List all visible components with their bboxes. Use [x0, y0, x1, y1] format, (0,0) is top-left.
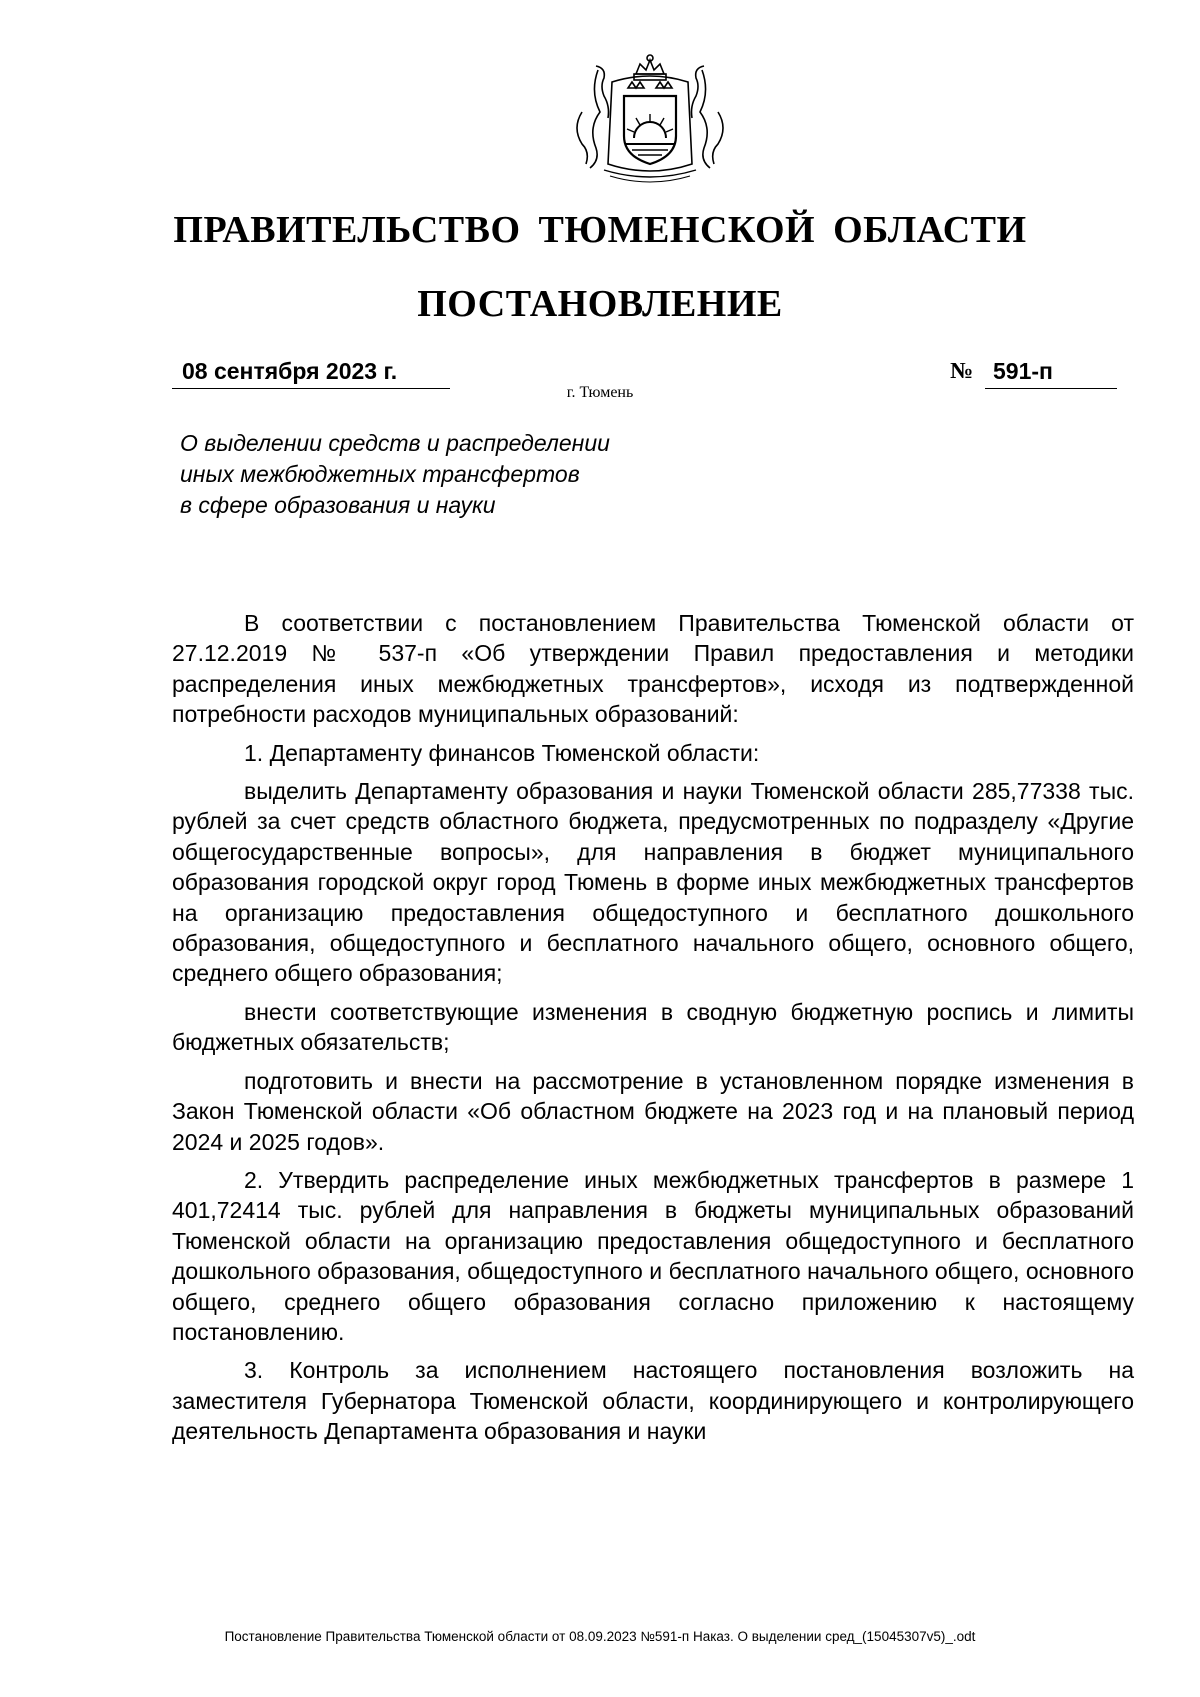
- paragraph-item-1-prepare-law: подготовить и внести на рассмотрение в установленном порядке изменения в Закон Тюменской области «Об областном бюджете на 2023 год и на плановый период 2024 и 2025 годов».: [172, 1067, 1134, 1155]
- paragraph-item-3: 3. Контроль за исполнением настоящего постановления возложить на заместителя Губернатора Тюменской области, координирующего и контролирующего деятельность Департамента образования и науки: [172, 1357, 1134, 1445]
- document-body: [172, 608, 1134, 1455]
- paragraph-item-1-allocate: выделить Департаменту образования и науки Тюменской области 285,77338 тыс. рублей за счет средств областного бюджета, предусмотренных по подразделу «Другие общегосударственные вопросы», для направления в бюджет муниципального образования городской округ город Тюмень в форме иных межбюджетных трансфертов на организацию предоставления общедоступного и бесплатного дошкольного образования, общедоступного и бесплатного начального общего, основного общего, среднего общего образования;: [172, 778, 1134, 987]
- document-date: 08 сентября 2023 г.: [182, 358, 398, 384]
- document-subject: [180, 428, 700, 521]
- paragraph-item-1: 1. Департаменту финансов Тюменской области:: [244, 739, 760, 766]
- city-label: г. Тюмень: [566, 384, 634, 401]
- number-sign: №: [950, 358, 974, 383]
- paragraph-item-2: 2. Утвердить распределение иных межбюджетных трансфертов в размере 1 401,72414 тыс. рублей для направления в бюджеты муниципальных образований Тюменской области на организацию предоставления общедоступного и бесплатного дошкольного образования, общедоступного и бесплатного начального общего, основного общего, среднего общего образования согласно приложению к настоящему постановлению.: [172, 1166, 1134, 1345]
- paragraph-item-1-amend-budget: внести соответствующие изменения в сводную бюджетную роспись и лимиты бюджетных обязательств;: [172, 998, 1134, 1056]
- subject-line: в сфере образования и науки: [180, 492, 496, 518]
- coat-of-arms-icon: [560, 52, 740, 184]
- paragraph-preamble: В соответствии с постановлением Правительства Тюменской области от 27.12.2019 № 537-п «Об утверждении Правил предоставления и методики распределения иных межбюджетных трансфертов», исходя из подтвержденной потребности расходов муниципальных образований:: [172, 610, 1134, 728]
- organization-title: ПРАВИТЕЛЬСТВО ТЮМЕНСКОЙ ОБЛАСТИ: [173, 209, 1027, 251]
- subject-line: иных межбюджетных трансфертов: [180, 461, 580, 487]
- subject-line: О выделении средств и распределении: [180, 430, 610, 456]
- document-type: ПОСТАНОВЛЕНИЕ: [417, 283, 783, 325]
- page-footer: Постановление Правительства Тюменской области от 08.09.2023 №591-п Наказ. О выделении сред_(15045307v5)_.odt: [224, 1629, 976, 1644]
- document-number: 591-п: [993, 358, 1053, 384]
